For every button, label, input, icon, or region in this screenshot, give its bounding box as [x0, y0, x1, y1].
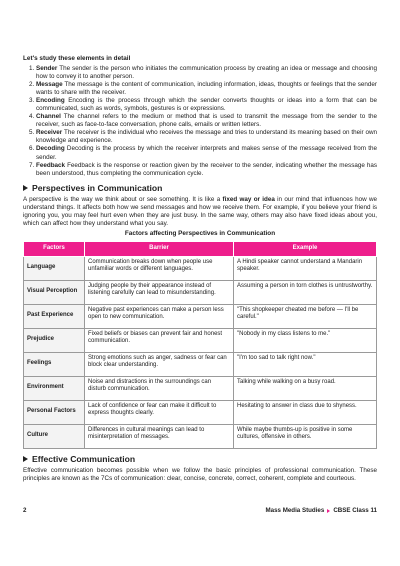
factor-cell: Feelings: [24, 352, 85, 376]
factor-cell: Prejudice: [24, 328, 85, 352]
effective-paragraph: Effective communication becomes possible when we follow the basic principles of professional communication. These principles are known as the 7Cs of communication: clear, concise, concrete, correct, coherent, complete and courteous.: [23, 466, 377, 482]
table-row: [24, 376, 377, 400]
footer-class: CBSE Class 11: [333, 507, 377, 514]
factor-cell: Past Experience: [24, 304, 85, 328]
page-footer: [23, 507, 377, 514]
element-text: Encoding is the process through which the sender converts thoughts or ideas into a form that can be communicated, such as words, symbols, gestures is or expressions.: [36, 96, 378, 112]
list-item: [36, 65, 377, 81]
element-text: The message is the content of communication, including information, ideas, thoughts or feelings that the sender wants to share with the receiver.: [36, 80, 377, 96]
triangle-separator-icon: [327, 509, 330, 513]
element-term: Message: [36, 80, 63, 88]
element-text: Decoding is the process by which the receiver interprets and makes sense of the message received from the sender.: [36, 145, 377, 161]
barrier-cell: Lack of confidence or fear can make it difficult to express thoughts clearly.: [85, 400, 234, 424]
list-item: [36, 81, 377, 97]
example-cell: Talking while walking on a busy road.: [234, 376, 377, 400]
element-term: Sender: [36, 64, 58, 72]
perspectives-heading: [23, 183, 377, 194]
table-row: [24, 352, 377, 376]
table-row: [24, 424, 377, 448]
triangle-bullet-icon: [23, 456, 28, 462]
barrier-cell: Fixed beliefs or biases can prevent fair and honest communication.: [85, 328, 234, 352]
barrier-cell: Noise and distractions in the surroundings can disturb communication.: [85, 376, 234, 400]
factor-cell: Language: [24, 256, 85, 280]
table-row: [24, 304, 377, 328]
footer-book-title: Mass Media Studies: [265, 507, 325, 514]
factor-cell: Environment: [24, 376, 85, 400]
barrier-cell: Differences in cultural meanings can lead to misinterpretation of messages.: [85, 424, 234, 448]
barrier-cell: Communication breaks down when people use unfamiliar words or different languages.: [85, 256, 234, 280]
column-header-factors: Factors: [24, 241, 85, 256]
example-cell: Hesitating to answer in class due to shyness.: [234, 400, 377, 424]
column-header-barrier: Barrier: [85, 241, 234, 256]
triangle-bullet-icon: [23, 185, 28, 191]
table-row: [24, 400, 377, 424]
column-header-example: Example: [234, 241, 377, 256]
perspectives-text-1: A perspective is the way we think about or see something. It is like a: [23, 195, 223, 203]
element-text: The sender is the person who initiates the communication process by creating an idea or message and choosing how to convey it to another person.: [36, 64, 377, 80]
example-cell: A Hindi speaker cannot understand a Mandarin speaker.: [234, 256, 377, 280]
list-item: [36, 97, 377, 113]
list-item: [36, 129, 377, 145]
barrier-cell: Strong emotions such as anger, sadness or fear can block clear understanding.: [85, 352, 234, 376]
factor-cell: Culture: [24, 424, 85, 448]
table-caption: Factors affecting Perspectives in Communication: [124, 229, 276, 237]
page-content: [23, 55, 377, 483]
element-text: The channel refers to the medium or method that is used to transmit the message from the sender to the receiver, such as face-to-face conversation, phone calls, emails or written letters.: [36, 113, 377, 129]
example-cell: Assuming a person in torn clothes is untrustworthy.: [234, 280, 377, 304]
list-item: [36, 113, 377, 129]
element-term: Receiver: [36, 129, 63, 137]
example-cell: While maybe thumbs-up is positive in some cultures, offensive in others.: [234, 424, 377, 448]
barrier-cell: Negative past experiences can make a person less open to new communication.: [85, 304, 234, 328]
perspectives-text-2: in our mind that influences how we understand things. It affects both how we send messages and how we receive them. For example, if you believe your friend is ignoring you, you may feel hurt even when they are just busy. In the same way, others may also have fixed ideas about you, which can affect how they understand what you say.: [23, 195, 377, 228]
perspectives-paragraph: [23, 196, 377, 229]
elements-list: [23, 65, 377, 178]
effective-heading: [23, 454, 377, 465]
example-cell: "This shopkeeper cheated me before — I'll be careful.": [234, 304, 377, 328]
intro-heading: Let's study these elements in detail: [23, 55, 131, 62]
factor-cell: Personal Factors: [24, 400, 85, 424]
list-item: [36, 162, 377, 178]
table-row: [24, 256, 377, 280]
barrier-cell: Judging people by their appearance instead of listening carefully can lead to misunderstanding.: [85, 280, 234, 304]
table-header-row: [24, 241, 377, 256]
table-row: [24, 280, 377, 304]
factors-table: [23, 241, 377, 449]
page-number: 2: [23, 507, 27, 514]
element-term: Channel: [36, 113, 61, 121]
footer-book-info: [266, 507, 378, 514]
perspectives-heading-text: Perspectives in Communication: [32, 182, 163, 193]
element-text: Feedback is the response or reaction given by the receiver to the sender, indicating whether the message has been understood, thus completing the communication cycle.: [36, 161, 378, 177]
list-item: [36, 145, 377, 161]
element-term: Feedback: [36, 161, 66, 169]
effective-heading-text: Effective Communication: [32, 453, 136, 464]
example-cell: "Nobody in my class listens to me.": [234, 328, 377, 352]
element-text: The receiver is the individual who receives the message and tries to understand its meaning based on their own knowledge and experience.: [36, 129, 378, 145]
element-term: Encoding: [36, 96, 65, 104]
table-row: [24, 328, 377, 352]
element-term: Decoding: [36, 145, 65, 153]
example-cell: "I'm too sad to talk right now.": [234, 352, 377, 376]
factor-cell: Visual Perception: [24, 280, 85, 304]
perspectives-text-bold: fixed way or idea: [222, 195, 275, 203]
